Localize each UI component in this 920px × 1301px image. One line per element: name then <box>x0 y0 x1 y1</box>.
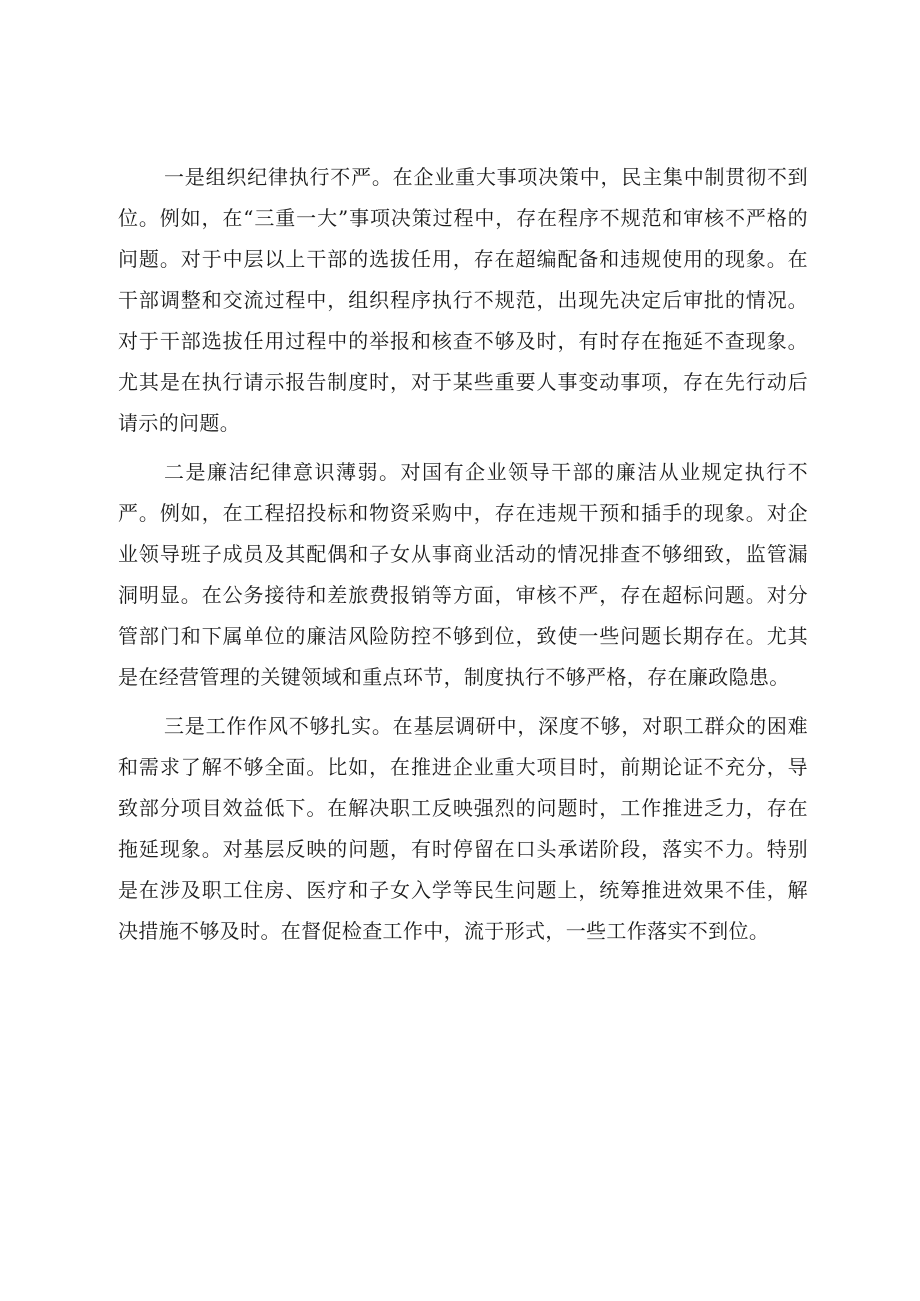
paragraph-organizational-discipline: 一是组织纪律执行不严。在企业重大事项决策中，民主集中制贯彻不到位。例如，在“三重一大”事项决策过程中，存在程序不规范和审核不严格的问题。对于中层以上干部的选拔任用，存在超编配备和违规使用的现象。在干部调整和交流过程中，组织程序执行不规范，出现先决定后审批的情况。对于干部选拔任用过程中的举报和核查不够及时，有时存在拖延不查现象。尤其是在执行请示报告制度时，对于某些重要人事变动事项，存在先行动后请示的问题。 <box>118 165 808 435</box>
document-body <box>118 157 808 960</box>
paragraph-work-style: 三是工作作风不够扎实。在基层调研中，深度不够，对职工群众的困难和需求了解不够全面。比如，在推进企业重大项目时，前期论证不充分，导致部分项目效益低下。在解决职工反映强烈的问题时，工作推进乏力，存在拖延现象。对基层反映的问题，有时停留在口头承诺阶段，落实不力。特别是在涉及职工住房、医疗和子女入学等民生问题上，统筹推进效果不佳，解决措施不够及时。在督促检查工作中，流于形式，一些工作落实不到位。 <box>118 714 808 943</box>
paragraph-integrity-discipline: 二是廉洁纪律意识薄弱。对国有企业领导干部的廉洁从业规定执行不严。例如，在工程招投标和物资采购中，存在违规干预和插手的现象。对企业领导班子成员及其配偶和子女从事商业活动的情况排查不够细致，监管漏洞明显。在公务接待和差旅费报销等方面，审核不严，存在超标问题。对分管部门和下属单位的廉洁风险防控不够到位，致使一些问题长期存在。尤其是在经营管理的关键领域和重点环节，制度执行不够严格，存在廉政隐患。 <box>118 460 808 689</box>
